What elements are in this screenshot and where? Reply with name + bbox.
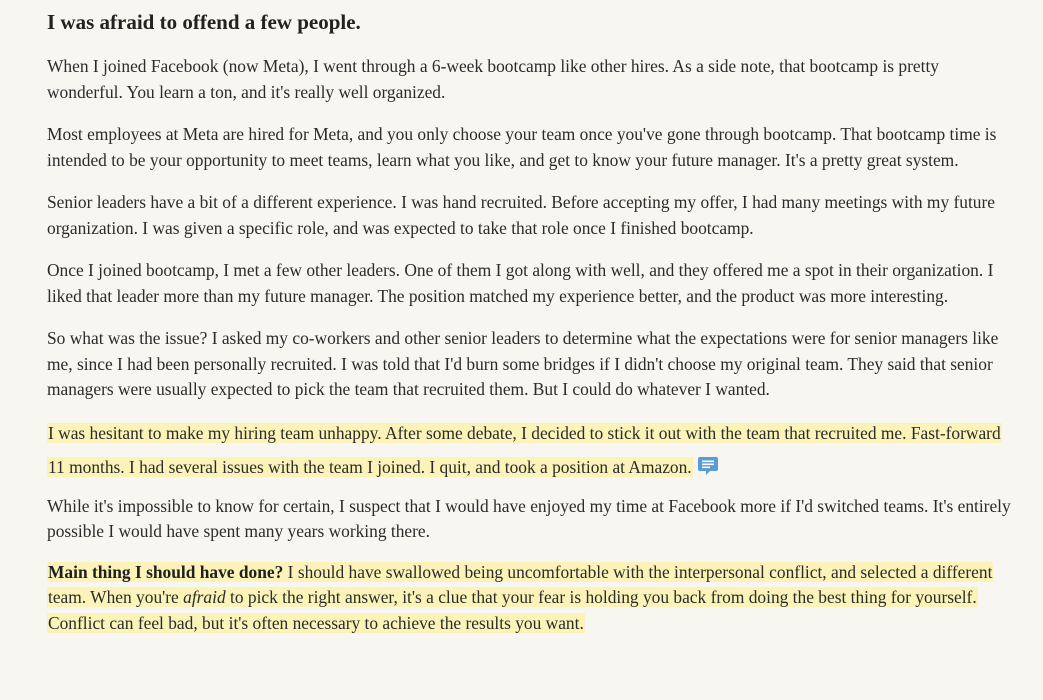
lesson-lead: Main thing I should have done? bbox=[48, 561, 284, 582]
lesson-highlight[interactable] bbox=[47, 562, 993, 633]
lesson-text-1: I should have swallowed being uncomfortable with the interpersonal conflict, and selected a different team. When you're bbox=[48, 561, 993, 607]
paragraph-meta-hiring: Most employees at Meta are hired for Meta, and you only choose your team once you've gone through bootcamp. That bootcamp time is intended to be your opportunity to meet teams, learn what you like, and get to know your future manager. It's a pretty great system. bbox=[47, 124, 997, 170]
paragraph-bootcamp: When I joined Facebook (now Meta), I went through a 6-week bootcamp like other hires. As a side note, that bootcamp is pretty wonderful. You learn a ton, and it's really well organized. bbox=[47, 56, 939, 102]
comment-icon[interactable] bbox=[697, 454, 719, 476]
highlight-text[interactable]: I was hesitant to make my hiring team unhappy. After some debate, I decided to stick it out with the team that recruited me. Fast-forward 11 months. I had several issues with the team I joined. I quit, and took a position at Amazon. bbox=[48, 422, 1001, 477]
highlighted-paragraph bbox=[47, 416, 1019, 484]
paragraph-senior-leaders: Senior leaders have a bit of a different experience. I was hand recruited. Before accepting my offer, I had many meetings with my future organization. I was given a specific role, and was expected to take that role once I finished bootcamp. bbox=[47, 192, 996, 238]
paragraph-other-leaders: Once I joined bootcamp, I met a few other leaders. One of them I got along with well, and they offered me a spot in their organization. I liked that leader more than my future manager. The position matched my experience better, and the product was more interesting. bbox=[47, 260, 994, 306]
lesson-italic: afraid bbox=[183, 587, 226, 607]
section-heading: I was afraid to offend a few people. bbox=[47, 10, 361, 34]
paragraph-reflection: While it's impossible to know for certain, I suspect that I would have enjoyed my time at Facebook more if I'd switched teams. It's entirely possible I would have spent many years working there. bbox=[47, 495, 1011, 541]
lesson-text-2: to pick the right answer, it's a clue that your fear is holding you back from doing the best thing for yourself. Conflict can feel bad, but it's often necessary to achieve the results you want. bbox=[48, 587, 977, 633]
paragraph-the-issue: So what was the issue? I asked my co-workers and other senior leaders to determine what the expectations were for senior managers like me, since I had been personally recruited. I was told that I'd burn some bridges if I didn't choose my original team. They said that senior managers were usually expected to pick the team that recruited them. But I could do whatever I wanted. bbox=[47, 328, 999, 399]
paragraph-main-lesson bbox=[47, 560, 1019, 637]
